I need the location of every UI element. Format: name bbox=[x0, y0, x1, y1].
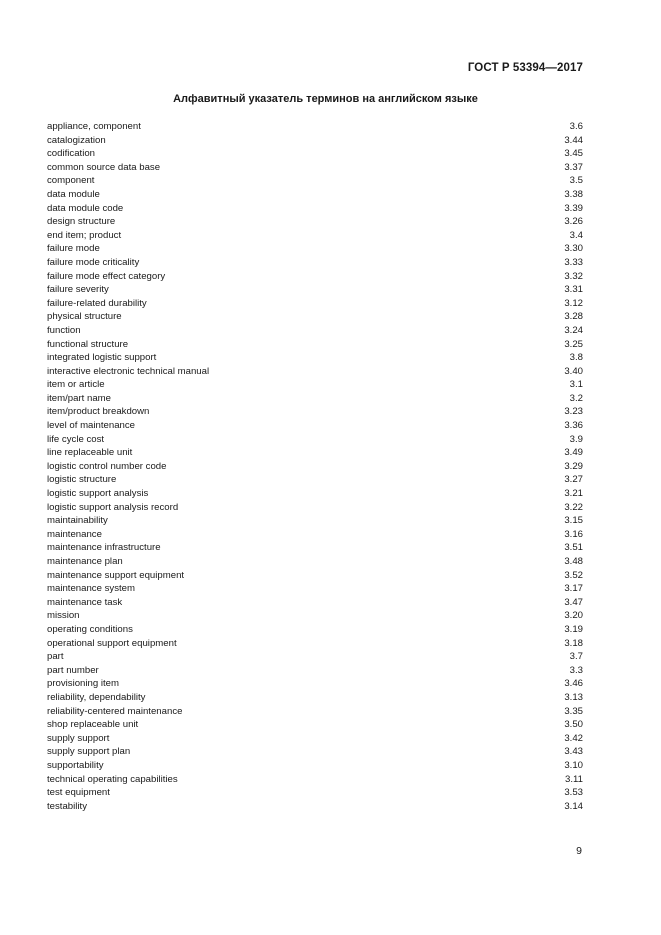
index-entry-reference: 3.24 bbox=[564, 324, 583, 336]
index-entry-reference: 3.15 bbox=[564, 515, 583, 527]
index-entry-term: part bbox=[47, 651, 64, 663]
index-entry-reference: 3.13 bbox=[564, 691, 583, 703]
index-entry bbox=[47, 501, 583, 515]
index-title-container bbox=[0, 93, 661, 105]
index-entry-term: maintenance plan bbox=[47, 556, 123, 567]
index-entry-reference: 3.39 bbox=[564, 202, 583, 214]
index-entry-term: codification bbox=[47, 148, 95, 160]
index-entry-reference: 3.5 bbox=[569, 175, 583, 187]
index-entry-reference: 3.49 bbox=[564, 447, 583, 459]
index-entry bbox=[47, 270, 583, 284]
index-entry bbox=[47, 664, 583, 678]
index-entry bbox=[47, 229, 583, 243]
index-entry-reference: 3.25 bbox=[564, 338, 583, 350]
index-entry-reference: 3.3 bbox=[569, 664, 583, 676]
index-entry-reference: 3.1 bbox=[569, 379, 583, 391]
index-entry-term: item/product breakdown bbox=[47, 406, 150, 418]
index-entry-reference: 3.26 bbox=[564, 216, 583, 228]
index-entry bbox=[47, 759, 583, 773]
index-entry-term: level of maintenance bbox=[47, 420, 135, 432]
index-entry-reference: 3.4 bbox=[569, 229, 583, 241]
index-entry bbox=[47, 473, 583, 487]
index-entry-term: logistic support analysis record bbox=[47, 501, 179, 513]
index-entry bbox=[47, 215, 583, 229]
index-entry-reference: 3.9 bbox=[569, 433, 583, 445]
index-entry-term: function bbox=[47, 324, 81, 336]
index-entry-term: physical structure bbox=[47, 311, 122, 323]
index-entry-reference: 3.44 bbox=[564, 134, 583, 146]
index-entry-term: reliability, dependability bbox=[47, 691, 146, 703]
index-entry-reference: 3.12 bbox=[564, 297, 583, 309]
index-entry bbox=[47, 773, 583, 787]
index-entry-term: common source data base bbox=[47, 161, 161, 173]
index-entry-term: maintenance system bbox=[47, 583, 135, 595]
index-entry-reference: 3.47 bbox=[564, 596, 583, 608]
index-entry-reference: 3.7 bbox=[569, 651, 583, 663]
index-entry bbox=[47, 637, 583, 651]
index-entry-term: supportability bbox=[47, 759, 104, 771]
index-entry-term: supply support bbox=[47, 732, 110, 744]
index-entry-term: maintenance support equipment bbox=[47, 569, 185, 581]
index-entry bbox=[47, 732, 583, 746]
index-entry bbox=[47, 514, 583, 528]
index-entry-term: logistic structure bbox=[47, 474, 117, 486]
index-entry-reference: 3.10 bbox=[564, 759, 583, 771]
index-entry-reference: 3.33 bbox=[564, 256, 583, 268]
index-entry-term: shop replaceable unit bbox=[47, 719, 139, 731]
index-entry-term: logistic control number code bbox=[47, 460, 167, 472]
index-entry bbox=[47, 650, 583, 664]
index-entry-reference: 3.31 bbox=[564, 284, 583, 296]
index-entry bbox=[47, 120, 583, 134]
index-entry bbox=[47, 623, 583, 637]
index-entry bbox=[47, 433, 583, 447]
index-entry bbox=[47, 297, 583, 311]
index-entry-term: mission bbox=[47, 610, 80, 622]
index-entry bbox=[47, 460, 583, 474]
index-entry bbox=[47, 161, 583, 175]
index-entry-reference: 3.52 bbox=[564, 569, 583, 581]
index-entry bbox=[47, 800, 583, 814]
index-entry-term: provisioning item bbox=[47, 678, 119, 690]
index-entry bbox=[47, 351, 583, 365]
index-entry bbox=[47, 310, 583, 324]
index-entry bbox=[47, 528, 583, 542]
index-entry-reference: 3.53 bbox=[564, 787, 583, 799]
index-entry-term: test equipment bbox=[47, 787, 110, 799]
index-entry-term: data module code bbox=[47, 202, 124, 214]
index-entry-reference: 3.50 bbox=[564, 719, 583, 731]
index-entry-term: item or article bbox=[47, 379, 105, 391]
index-entry-term: component bbox=[47, 175, 95, 187]
index-entry-term: failure mode effect category bbox=[47, 270, 166, 282]
index-entry bbox=[47, 338, 583, 352]
index-entry-reference: 3.23 bbox=[564, 406, 583, 418]
index-entry bbox=[47, 188, 583, 202]
index-entry-term: end item; product bbox=[47, 229, 122, 241]
index-entry-reference: 3.14 bbox=[564, 800, 583, 812]
index-entry-term: failure mode bbox=[47, 243, 100, 255]
index-entry-term: failure-related durability bbox=[47, 297, 147, 309]
index-entry-reference: 3.19 bbox=[564, 623, 583, 635]
page-number: 9 bbox=[576, 845, 582, 857]
index-entry-term: maintainability bbox=[47, 515, 108, 527]
index-entry bbox=[47, 786, 583, 800]
index-entry-term: part number bbox=[47, 664, 99, 676]
index-entry bbox=[47, 134, 583, 148]
index-entry bbox=[47, 691, 583, 705]
index-entry-reference: 3.46 bbox=[564, 678, 583, 690]
index-entry bbox=[47, 446, 583, 460]
index-entry bbox=[47, 582, 583, 596]
index-entry bbox=[47, 677, 583, 691]
index-entry-term: integrated logistic support bbox=[47, 352, 157, 364]
index-entry-reference: 3.40 bbox=[564, 365, 583, 377]
index-entry-reference: 3.37 bbox=[564, 161, 583, 173]
index-entry bbox=[47, 202, 583, 216]
index-entry bbox=[47, 405, 583, 419]
index-entry bbox=[47, 541, 583, 555]
index-entry bbox=[47, 283, 583, 297]
index-entry-term: testability bbox=[47, 800, 87, 812]
index-entry bbox=[47, 365, 583, 379]
index-entry bbox=[47, 174, 583, 188]
index-entry-reference: 3.28 bbox=[564, 311, 583, 323]
index-entry bbox=[47, 705, 583, 719]
index-entry-term: reliability-centered maintenance bbox=[47, 705, 183, 717]
index-entry-term: failure mode criticality bbox=[47, 256, 140, 268]
index-entry bbox=[47, 555, 583, 569]
index-entry bbox=[47, 745, 583, 759]
index-entry-reference: 3.20 bbox=[564, 610, 583, 622]
index-entry-reference: 3.35 bbox=[564, 705, 583, 717]
index-entry bbox=[47, 609, 583, 623]
index-entry bbox=[47, 378, 583, 392]
index-entry-reference: 3.27 bbox=[564, 474, 583, 486]
index-entry-reference: 3.22 bbox=[564, 501, 583, 513]
index-entry-term: data module bbox=[47, 188, 100, 200]
index-entry-reference: 3.29 bbox=[564, 460, 583, 472]
index-entry-reference: 3.43 bbox=[564, 746, 583, 758]
index-entry bbox=[47, 324, 583, 338]
standard-code-header: ГОСТ Р 53394—2017 bbox=[467, 62, 583, 74]
index-entry bbox=[47, 242, 583, 256]
term-index-list bbox=[47, 120, 583, 813]
index-entry bbox=[47, 392, 583, 406]
index-entry-reference: 3.11 bbox=[565, 773, 583, 785]
index-entry-term: interactive electronic technical manual bbox=[47, 365, 210, 377]
index-entry-term: technical operating capabilities bbox=[47, 773, 178, 785]
index-entry-term: failure severity bbox=[47, 284, 109, 296]
index-entry-reference: 3.36 bbox=[564, 420, 583, 432]
index-entry bbox=[47, 147, 583, 161]
index-entry-term: item/part name bbox=[47, 392, 111, 404]
index-entry-reference: 3.42 bbox=[564, 732, 583, 744]
index-entry-reference: 3.18 bbox=[564, 637, 583, 649]
index-entry-term: operational support equipment bbox=[47, 637, 177, 649]
index-entry-term: functional structure bbox=[47, 338, 129, 350]
index-entry-term: maintenance bbox=[47, 528, 102, 540]
index-entry-term: logistic support analysis bbox=[47, 488, 149, 500]
index-entry-term: line replaceable unit bbox=[47, 447, 133, 459]
index-entry-reference: 3.45 bbox=[564, 148, 583, 160]
index-entry bbox=[47, 487, 583, 501]
index-entry-reference: 3.17 bbox=[564, 583, 583, 595]
index-entry-term: maintenance task bbox=[47, 596, 123, 608]
index-entry-term: operating conditions bbox=[47, 623, 133, 635]
index-entry-reference: 3.32 bbox=[564, 270, 583, 282]
index-entry-term: supply support plan bbox=[47, 746, 131, 758]
index-entry-reference: 3.30 bbox=[564, 243, 583, 255]
index-entry-reference: 3.48 bbox=[564, 556, 583, 567]
index-entry bbox=[47, 569, 583, 583]
index-entry-term: appliance, component bbox=[47, 121, 141, 132]
index-title: Алфавитный указатель терминов на английском языке bbox=[173, 93, 478, 105]
index-entry-reference: 3.21 bbox=[564, 488, 583, 500]
index-entry-reference: 3.8 bbox=[569, 352, 583, 364]
index-entry-reference: 3.51 bbox=[564, 542, 583, 554]
index-entry-reference: 3.38 bbox=[564, 188, 583, 200]
index-entry-reference: 3.16 bbox=[564, 528, 583, 540]
index-entry bbox=[47, 596, 583, 610]
index-entry-term: life cycle cost bbox=[47, 433, 105, 445]
index-entry-reference: 3.6 bbox=[569, 121, 583, 132]
index-entry bbox=[47, 256, 583, 270]
index-entry-term: catalogization bbox=[47, 134, 106, 146]
index-entry bbox=[47, 419, 583, 433]
index-entry-term: maintenance infrastructure bbox=[47, 542, 161, 554]
index-entry-reference: 3.2 bbox=[569, 392, 583, 404]
index-entry bbox=[47, 718, 583, 732]
index-entry-term: design structure bbox=[47, 216, 116, 228]
